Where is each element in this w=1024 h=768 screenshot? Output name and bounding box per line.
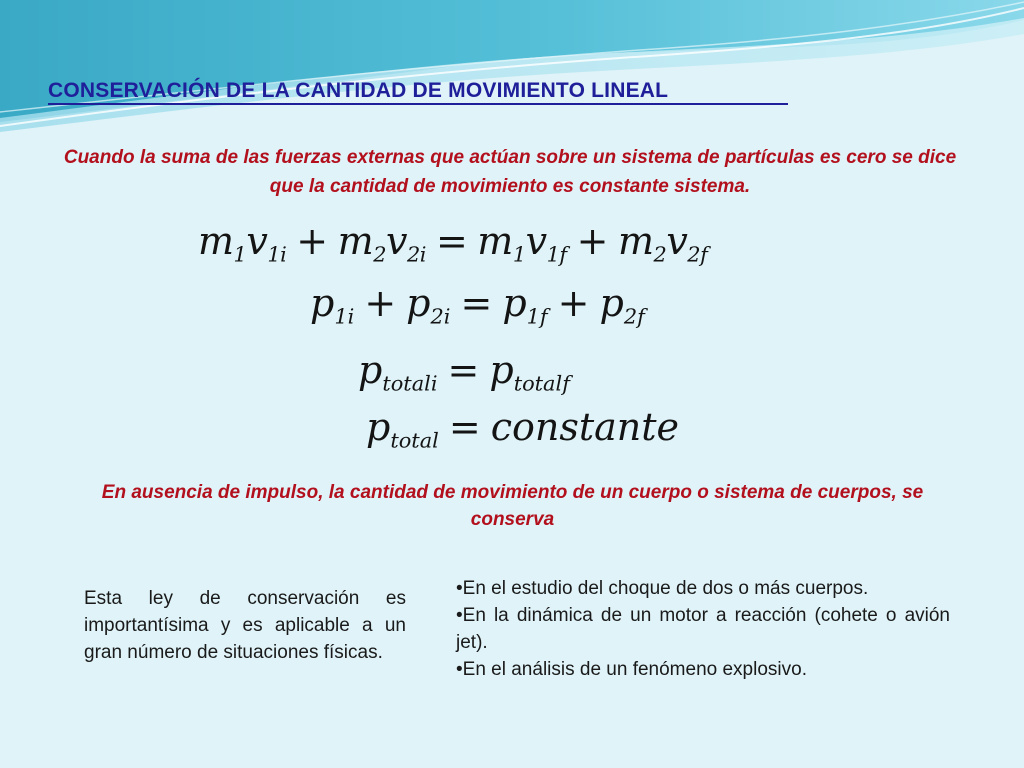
slide-title: CONSERVACIÓN DE LA CANTIDAD DE MOVIMIENTO LINEAL <box>48 79 669 102</box>
eq3-operator: = <box>447 348 480 392</box>
equation-constant-momentum <box>366 405 679 453</box>
eq1-subscript: 2 <box>653 242 667 267</box>
eq1-term: m <box>617 219 654 263</box>
eq3-subscript: totali <box>382 371 438 396</box>
eq1-subscript: 1 <box>512 242 526 267</box>
eq2-term: p <box>310 281 335 325</box>
applications-list <box>456 575 950 683</box>
eq4-term: constante <box>490 405 679 449</box>
left-text-paragraph: Esta ley de conservación es importantísima y es aplicable a un gran número de situaciones físicas. <box>84 588 406 663</box>
eq1-operator: + <box>576 219 608 263</box>
eq2-subscript: 2i <box>430 304 451 329</box>
equation-total-momentum <box>358 348 570 396</box>
eq2-operator: + <box>557 281 590 325</box>
eq3-term: p <box>489 348 514 392</box>
title-underline <box>48 103 788 105</box>
eq1-operator: + <box>296 219 328 263</box>
eq3-subscript: totalf <box>513 371 570 396</box>
eq2-term: p <box>599 281 624 325</box>
conclusion-paragraph: En ausencia de impulso, la cantidad de movimiento de un cuerpo o sistema de cuerpos, se conserva <box>101 482 924 530</box>
eq4-operator: = <box>448 405 481 449</box>
eq4-term: p <box>366 405 391 449</box>
eq1-subscript: 1f <box>546 242 567 267</box>
list-item: •En el análisis de un fenómeno explosivo. <box>456 659 807 680</box>
header-wave-decoration <box>0 0 1024 140</box>
eq2-subscript: 2f <box>623 304 645 329</box>
eq2-operator: = <box>460 281 493 325</box>
eq2-term: p <box>406 281 431 325</box>
eq1-term: v <box>666 219 688 263</box>
equation-momentum-sum <box>310 281 645 329</box>
eq4-subscript: total <box>390 428 439 453</box>
eq1-term: m <box>477 219 513 263</box>
eq2-operator: + <box>364 281 397 325</box>
eq1-subscript: 2f <box>687 242 708 267</box>
list-item: •En el estudio del choque de dos o más cuerpos. <box>456 578 869 599</box>
eq2-term: p <box>502 281 527 325</box>
eq1-term: m <box>337 219 374 263</box>
eq1-subscript: 2i <box>406 242 426 267</box>
eq1-term: v <box>525 219 547 263</box>
eq1-term: m <box>198 219 234 263</box>
eq1-subscript: 1 <box>233 242 247 267</box>
eq3-term: p <box>358 348 383 392</box>
eq2-subscript: 1i <box>334 304 355 329</box>
eq1-subscript: 2 <box>373 242 386 267</box>
eq1-operator: = <box>435 219 468 263</box>
intro-paragraph: Cuando la suma de las fuerzas externas que actúan sobre un sistema de partículas es cero se dice que la cantidad de movimiento es constante sistema. <box>63 147 957 197</box>
list-item: •En la dinámica de un motor a reacción (cohete o avión jet). <box>456 605 950 653</box>
eq1-term: v <box>246 219 268 263</box>
eq1-subscript: 1i <box>267 242 287 267</box>
eq1-term: v <box>385 219 407 263</box>
equation-momentum-velocity <box>198 219 708 267</box>
eq2-subscript: 1f <box>526 304 548 329</box>
